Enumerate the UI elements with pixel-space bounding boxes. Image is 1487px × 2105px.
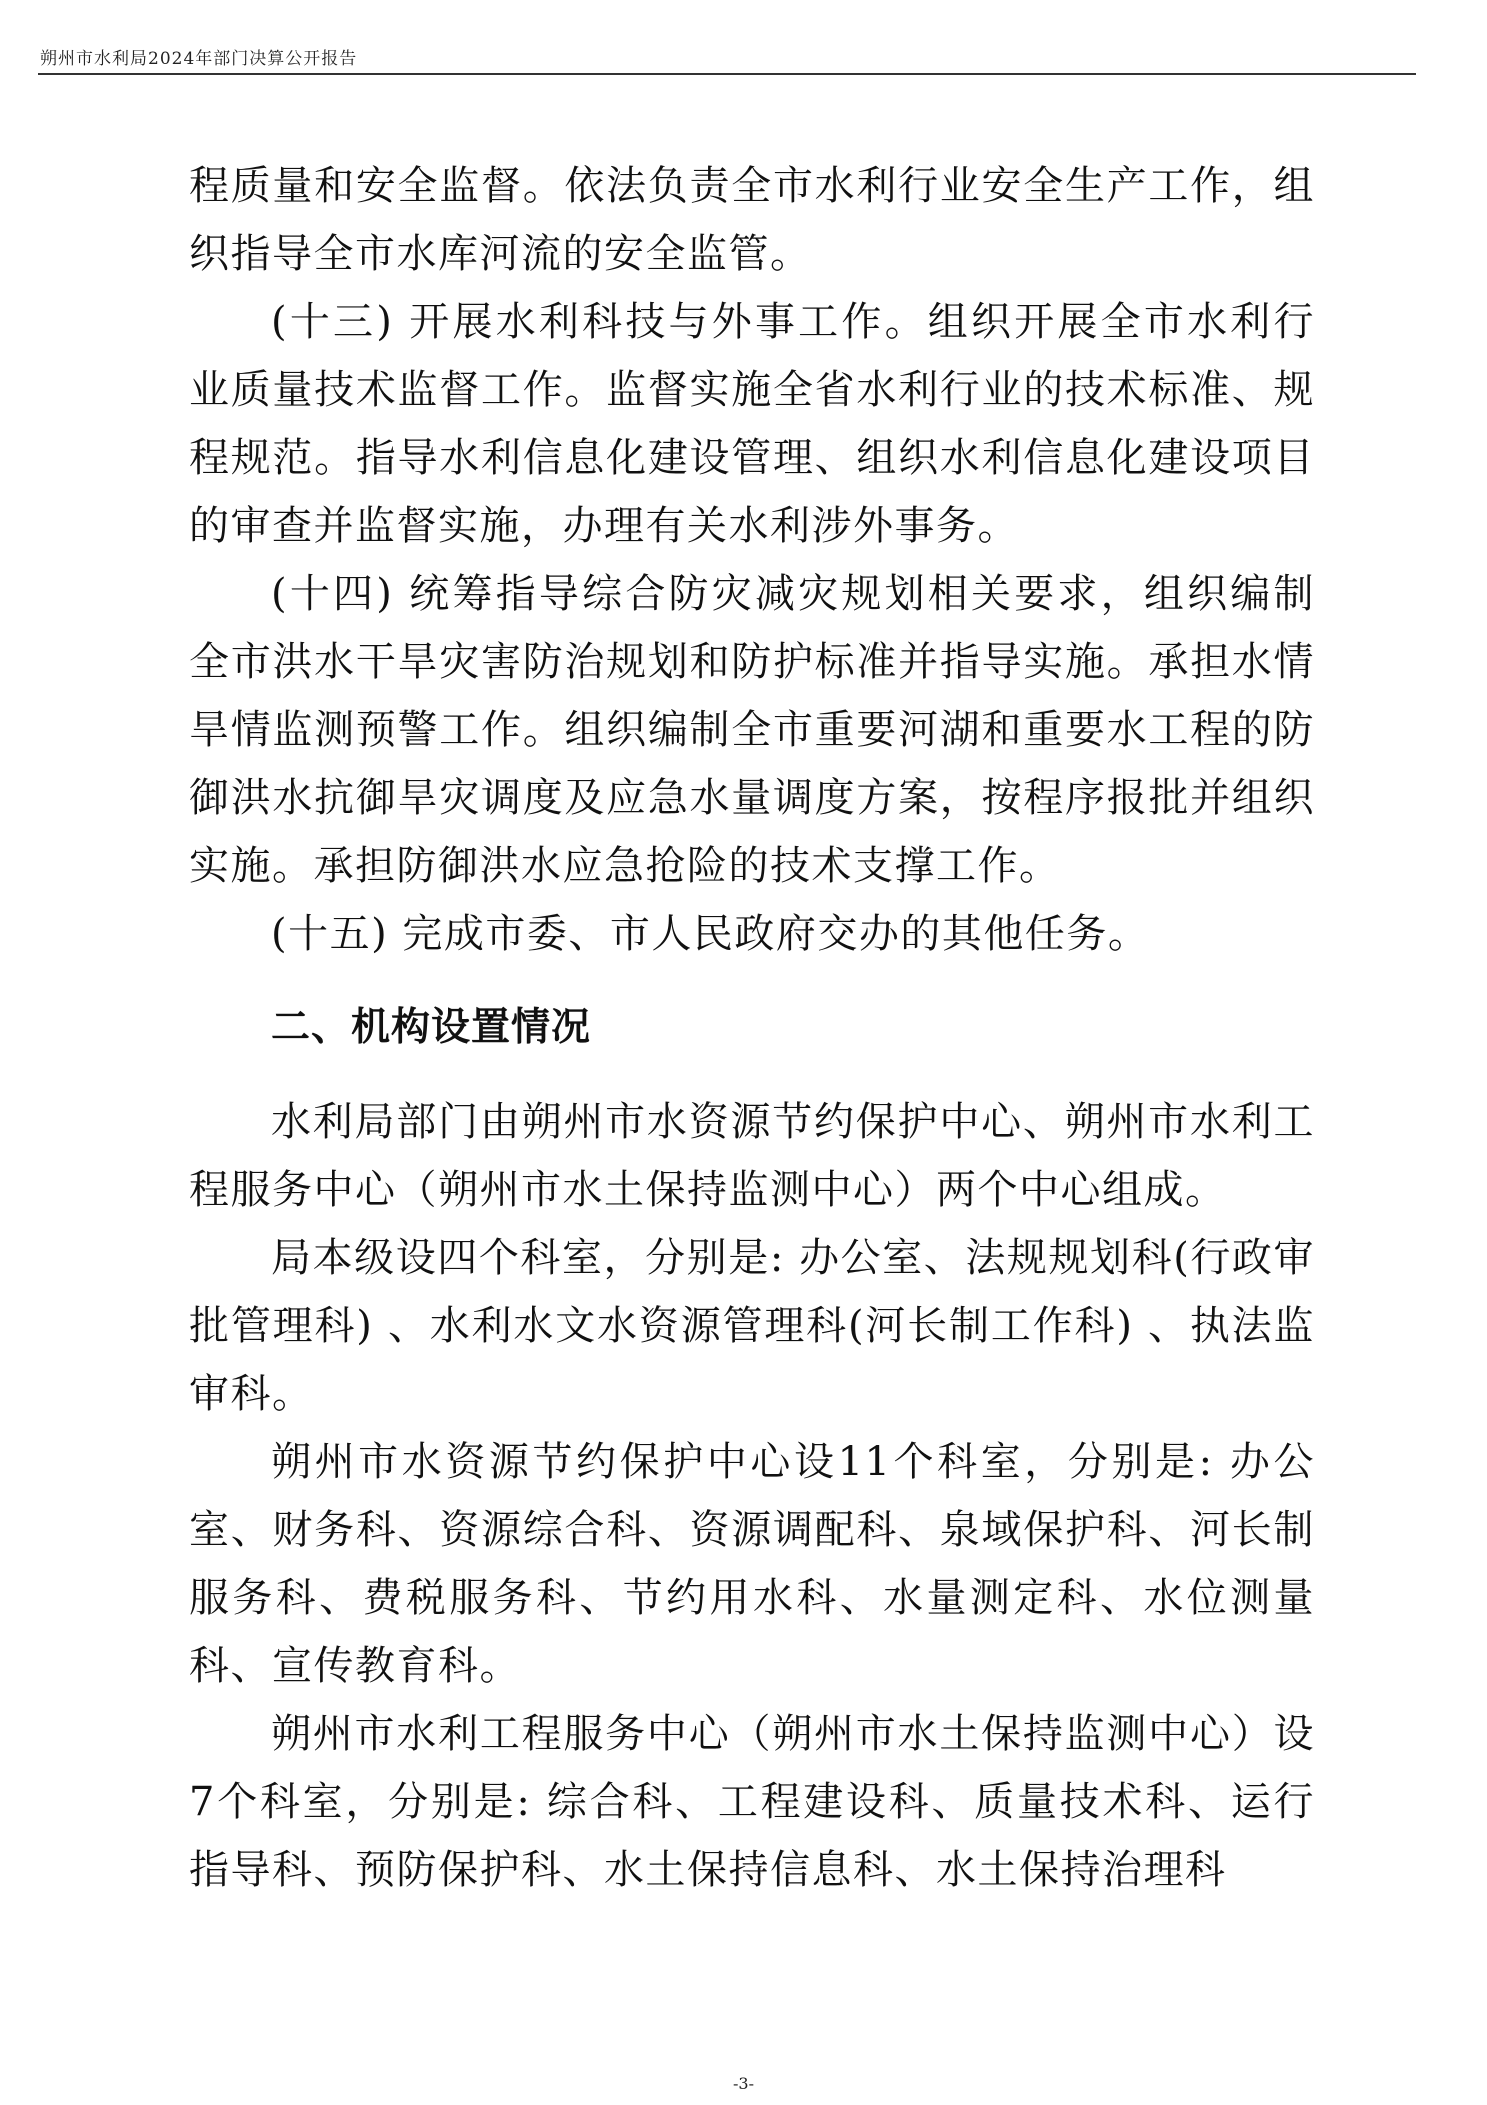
paragraph-item-14: (十四) 统筹指导综合防灾减灾规划相关要求，组织编制全市洪水干旱灾害防治规划和防护标准并指导实施。承担水情旱情监测预警工作。组织编制全市重要河湖和重要水工程的防御洪水抗御旱灾调度及应急水量调度方案，按程序报批并组织实施。承担防御洪水应急抢险的技术支撑工作。 (189, 571, 1315, 889)
paragraph-water-resource-center: 朔州市水资源节约保护中心设11个科室，分别是: 办公室、财务科、资源综合科、资源调配科、泉域保护科、河长制服务科、费税服务科、节约用水科、水量测定科、水位测量科、宣传教育科。 (189, 1439, 1315, 1689)
paragraph-bureau-offices: 局本级设四个科室，分别是: 办公室、法规规划科(行政审批管理科) 、水利水文水资源管理科(河长制工作科) 、执法监审科。 (189, 1235, 1315, 1417)
document-body (189, 152, 1315, 1904)
document-header-title: 朔州市水利局2024年部门决算公开报告 (40, 49, 358, 69)
paragraph-org-composition: 水利局部门由朔州市水资源节约保护中心、朔州市水利工程服务中心（朔州市水土保持监测中心）两个中心组成。 (189, 1099, 1315, 1213)
paragraph-engineering-center: 朔州市水利工程服务中心（朔州市水土保持监测中心）设7个科室，分别是: 综合科、工程建设科、质量技术科、运行指导科、预防保护科、水土保持信息科、水土保持治理科 (189, 1711, 1315, 1893)
header-divider (38, 73, 1416, 75)
paragraph-continued: 程质量和安全监督。依法负责全市水利行业安全生产工作，组织指导全市水库河流的安全监管。 (189, 163, 1315, 277)
paragraph-item-15: (十五) 完成市委、市人民政府交办的其他任务。 (271, 911, 1150, 957)
paragraph-item-13: (十三) 开展水利科技与外事工作。组织开展全市水利行业质量技术监督工作。监督实施全省水利行业的技术标准、规程规范。指导水利信息化建设管理、组织水利信息化建设项目的审查并监督实施，办理有关水利涉外事务。 (189, 299, 1315, 549)
page-number: -3- (733, 2074, 754, 2093)
section-heading-organization: 二、机构设置情况 (271, 1005, 592, 1050)
